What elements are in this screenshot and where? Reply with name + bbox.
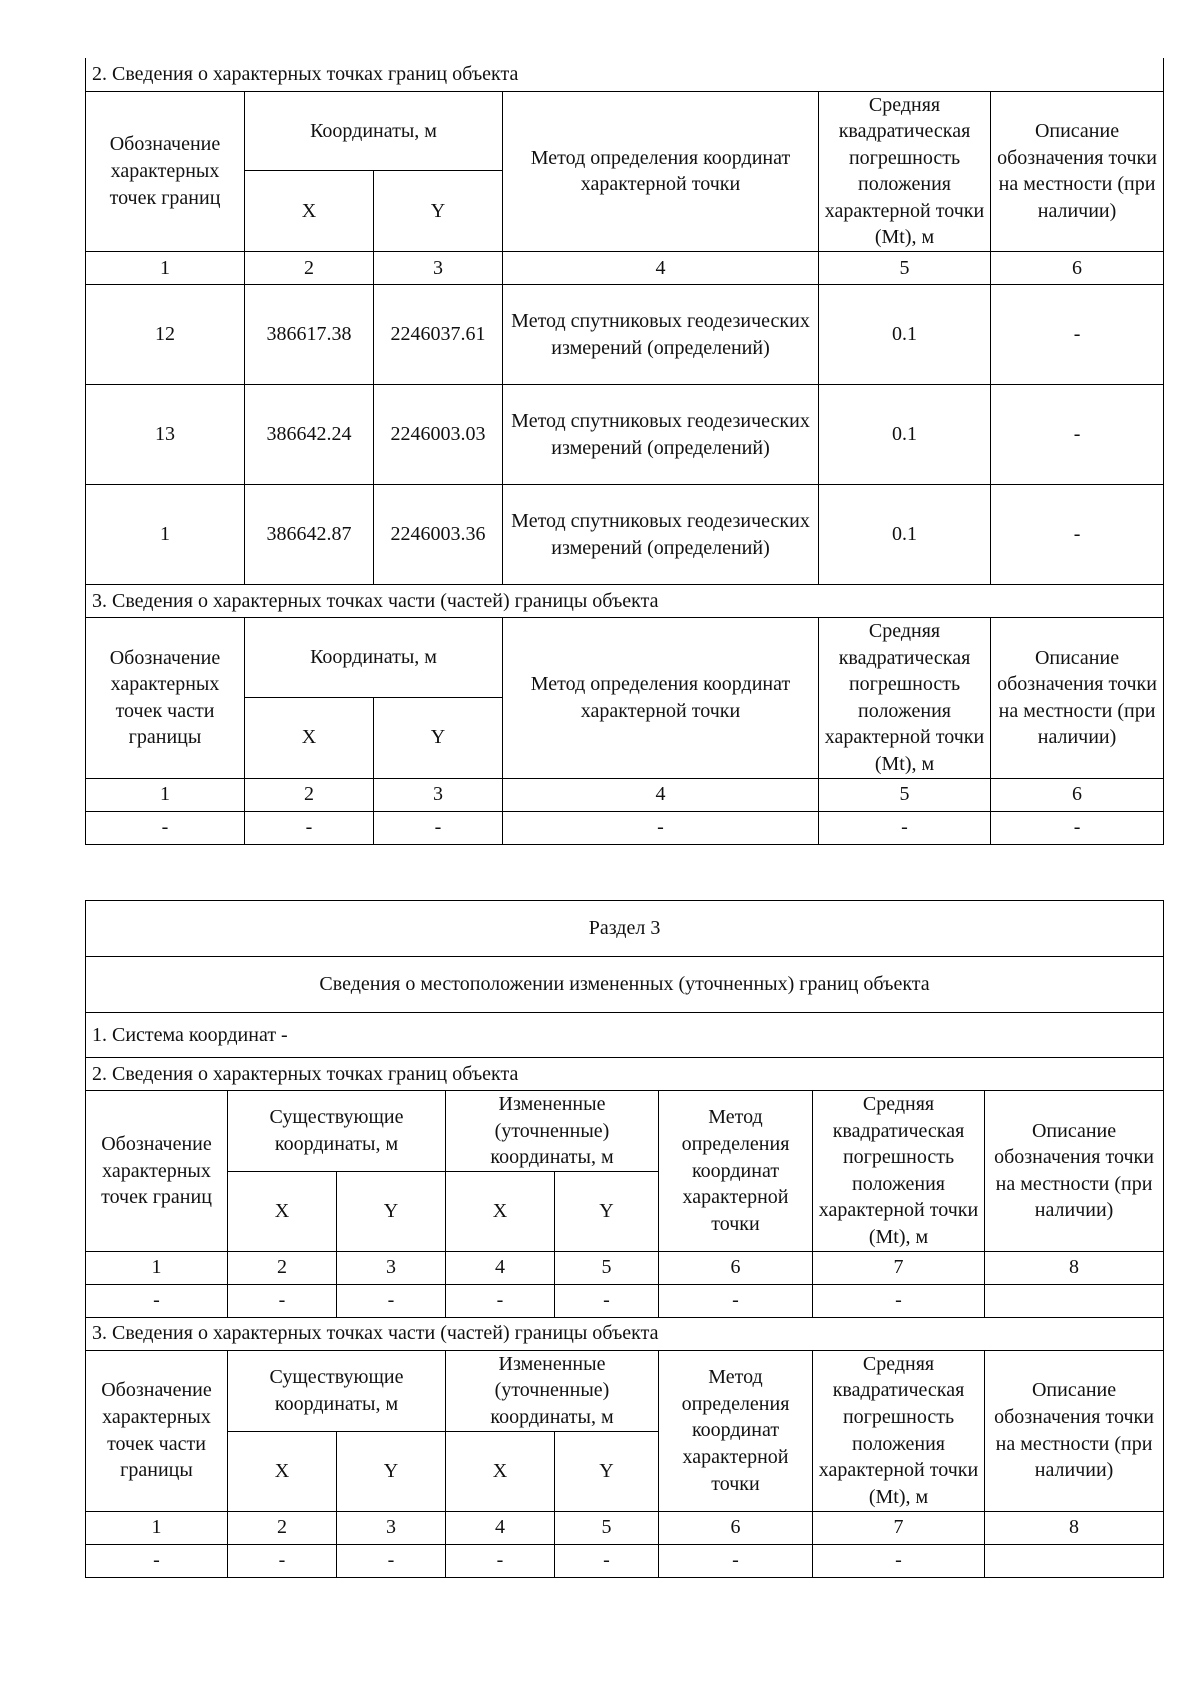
column-number: 4 bbox=[446, 1511, 555, 1544]
y-header: Y bbox=[374, 171, 503, 252]
method-header: Метод определения координат характерной точки bbox=[503, 618, 819, 779]
section2-title: 2. Сведения о характерных точках границ объекта bbox=[86, 58, 1164, 91]
description-header: Описание обозначения точки на местности (при наличии) bbox=[991, 618, 1164, 779]
section-label: Раздел 3 bbox=[86, 901, 1164, 957]
column-number: 3 bbox=[337, 1251, 446, 1284]
coordinates-header: Координаты, м bbox=[245, 91, 503, 171]
x-value: 386642.24 bbox=[245, 385, 374, 485]
column-number: 6 bbox=[991, 778, 1164, 811]
y-header: Y bbox=[555, 1171, 659, 1251]
y-value: 2246037.61 bbox=[374, 285, 503, 385]
x-value: 386617.38 bbox=[245, 285, 374, 385]
column-numbers-row bbox=[86, 252, 1164, 285]
error-header: Средняя квадратическая погрешность положения характерной точки (Mt), м bbox=[819, 618, 991, 779]
empty-cell: - bbox=[555, 1284, 659, 1317]
empty-cell bbox=[985, 1544, 1164, 1577]
description-value: - bbox=[991, 285, 1164, 385]
column-number: 3 bbox=[374, 252, 503, 285]
empty-cell: - bbox=[86, 811, 245, 844]
x-value: 386642.87 bbox=[245, 485, 374, 585]
y-value: 2246003.36 bbox=[374, 485, 503, 585]
column-numbers-row bbox=[86, 778, 1164, 811]
column-number: 1 bbox=[86, 1511, 228, 1544]
column-number: 5 bbox=[819, 778, 991, 811]
changed-coordinates-header: Измененные (уточненные) координаты, м bbox=[446, 1350, 659, 1431]
point-id: 12 bbox=[86, 285, 245, 385]
point-id: 1 bbox=[86, 485, 245, 585]
coordinates-header: Координаты, м bbox=[245, 618, 503, 698]
designation-header: Обозначение характерных точек части границы bbox=[86, 1350, 228, 1511]
empty-cell: - bbox=[555, 1544, 659, 1577]
description-header: Описание обозначения точки на местности (при наличии) bbox=[985, 1091, 1164, 1252]
column-number: 6 bbox=[659, 1251, 813, 1284]
column-number: 3 bbox=[337, 1511, 446, 1544]
x-header: X bbox=[228, 1431, 337, 1511]
column-number: 2 bbox=[228, 1251, 337, 1284]
column-number: 6 bbox=[991, 252, 1164, 285]
empty-cell: - bbox=[337, 1284, 446, 1317]
method-header: Метод определения координат характерной точки bbox=[503, 91, 819, 252]
empty-cell: - bbox=[503, 811, 819, 844]
method-value: Метод спутниковых геодезических измерений (определений) bbox=[503, 385, 819, 485]
empty-cell: - bbox=[86, 1284, 228, 1317]
section3-title: 3. Сведения о характерных точках части (частей) границы объекта bbox=[86, 1317, 1164, 1350]
column-number: 5 bbox=[819, 252, 991, 285]
section2-title: 2. Сведения о характерных точках границ объекта bbox=[86, 1058, 1164, 1091]
changed-boundaries-table bbox=[85, 900, 1164, 1578]
column-number: 2 bbox=[245, 778, 374, 811]
empty-cell: - bbox=[245, 811, 374, 844]
column-number: 5 bbox=[555, 1511, 659, 1544]
column-number: 2 bbox=[245, 252, 374, 285]
method-value: Метод спутниковых геодезических измерений (определений) bbox=[503, 285, 819, 385]
empty-cell: - bbox=[659, 1544, 813, 1577]
y-header: Y bbox=[337, 1171, 446, 1251]
y-header: Y bbox=[555, 1431, 659, 1511]
y-header: Y bbox=[374, 697, 503, 778]
empty-cell: - bbox=[374, 811, 503, 844]
empty-cell: - bbox=[991, 811, 1164, 844]
description-header: Описание обозначения точки на местности (при наличии) bbox=[985, 1350, 1164, 1511]
existing-coordinates-header: Существующие координаты, м bbox=[228, 1350, 446, 1431]
changed-coordinates-header: Измененные (уточненные) координаты, м bbox=[446, 1091, 659, 1172]
x-header: X bbox=[245, 697, 374, 778]
empty-cell: - bbox=[228, 1544, 337, 1577]
designation-header: Обозначение характерных точек части границы bbox=[86, 618, 245, 779]
x-header: X bbox=[245, 171, 374, 252]
existing-coordinates-header: Существующие координаты, м bbox=[228, 1091, 446, 1172]
column-numbers-row bbox=[86, 1251, 1164, 1284]
section3-title: 3. Сведения о характерных точках части (частей) границы объекта bbox=[86, 585, 1164, 618]
column-number: 2 bbox=[228, 1511, 337, 1544]
point-id: 13 bbox=[86, 385, 245, 485]
error-header: Средняя квадратическая погрешность положения характерной точки (Mt), м bbox=[813, 1350, 985, 1511]
empty-cell: - bbox=[813, 1544, 985, 1577]
column-number: 3 bbox=[374, 778, 503, 811]
x-header: X bbox=[446, 1431, 555, 1511]
x-header: X bbox=[228, 1171, 337, 1251]
column-number: 4 bbox=[446, 1251, 555, 1284]
table-row bbox=[86, 285, 1164, 385]
empty-cell: - bbox=[446, 1544, 555, 1577]
table-row bbox=[86, 1544, 1164, 1577]
column-number: 7 bbox=[813, 1251, 985, 1284]
column-number: 1 bbox=[86, 778, 245, 811]
method-value: Метод спутниковых геодезических измерений (определений) bbox=[503, 485, 819, 585]
column-number: 1 bbox=[86, 252, 245, 285]
designation-header: Обозначение характерных точек границ bbox=[86, 91, 245, 252]
description-value: - bbox=[991, 485, 1164, 585]
empty-cell bbox=[985, 1284, 1164, 1317]
y-header: Y bbox=[337, 1431, 446, 1511]
table-row bbox=[86, 385, 1164, 485]
error-header: Средняя квадратическая погрешность положения характерной точки (Mt), м bbox=[813, 1091, 985, 1252]
table-row bbox=[86, 1284, 1164, 1317]
column-number: 6 bbox=[659, 1511, 813, 1544]
column-number: 8 bbox=[985, 1251, 1164, 1284]
method-header: Метод определения координат характерной точки bbox=[659, 1350, 813, 1511]
empty-cell: - bbox=[86, 1544, 228, 1577]
column-numbers-row bbox=[86, 1511, 1164, 1544]
column-number: 8 bbox=[985, 1511, 1164, 1544]
error-value: 0.1 bbox=[819, 385, 991, 485]
coordinate-system: 1. Система координат - bbox=[86, 1013, 1164, 1058]
column-number: 1 bbox=[86, 1251, 228, 1284]
table-row bbox=[86, 811, 1164, 844]
boundary-points-table bbox=[85, 58, 1164, 845]
empty-cell: - bbox=[819, 811, 991, 844]
y-value: 2246003.03 bbox=[374, 385, 503, 485]
empty-cell: - bbox=[813, 1284, 985, 1317]
error-value: 0.1 bbox=[819, 485, 991, 585]
description-header: Описание обозначения точки на местности (при наличии) bbox=[991, 91, 1164, 252]
x-header: X bbox=[446, 1171, 555, 1251]
column-number: 5 bbox=[555, 1251, 659, 1284]
description-value: - bbox=[991, 385, 1164, 485]
empty-cell: - bbox=[446, 1284, 555, 1317]
empty-cell: - bbox=[228, 1284, 337, 1317]
method-header: Метод определения координат характерной точки bbox=[659, 1091, 813, 1252]
designation-header: Обозначение характерных точек границ bbox=[86, 1091, 228, 1252]
section-title: Сведения о местоположении измененных (уточненных) границ объекта bbox=[86, 957, 1164, 1013]
column-number: 7 bbox=[813, 1511, 985, 1544]
error-value: 0.1 bbox=[819, 285, 991, 385]
empty-cell: - bbox=[659, 1284, 813, 1317]
table-row bbox=[86, 485, 1164, 585]
column-number: 4 bbox=[503, 778, 819, 811]
column-number: 4 bbox=[503, 252, 819, 285]
error-header: Средняя квадратическая погрешность положения характерной точки (Mt), м bbox=[819, 91, 991, 252]
empty-cell: - bbox=[337, 1544, 446, 1577]
